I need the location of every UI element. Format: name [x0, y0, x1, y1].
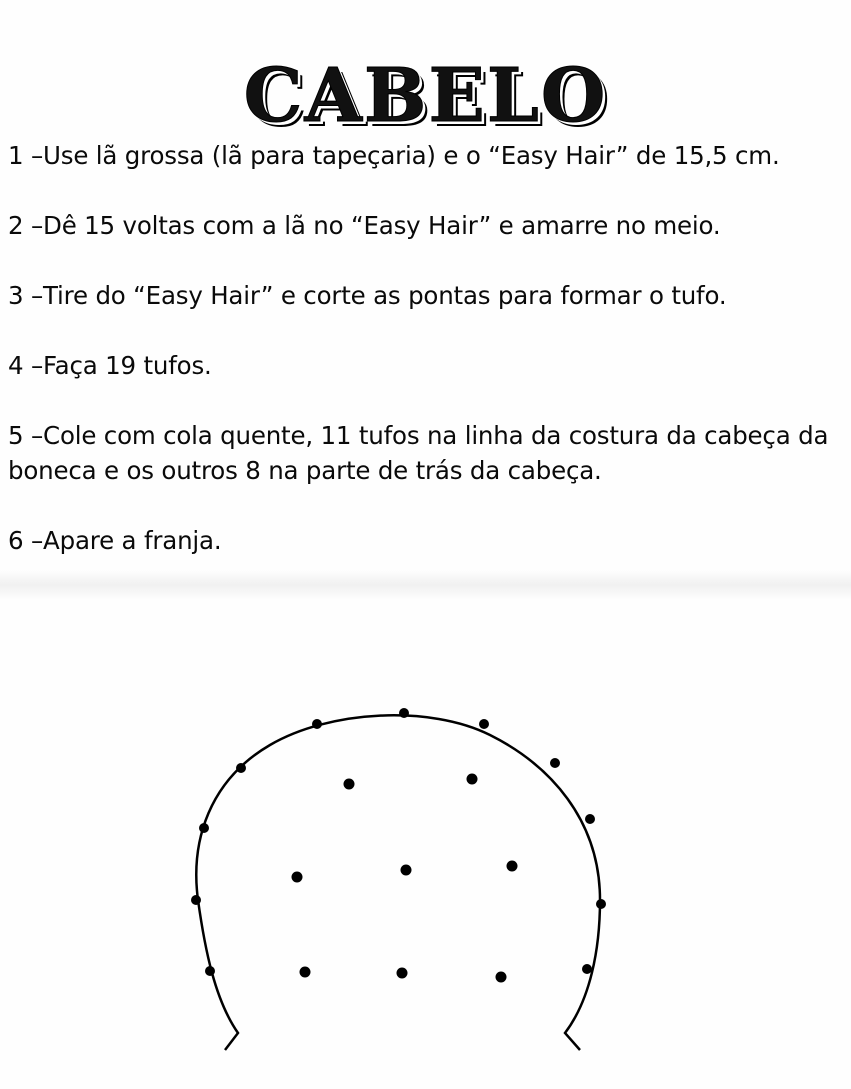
step-text: Apare a franja. — [43, 526, 222, 555]
step-number: 3 – — [8, 281, 43, 310]
step-number: 4 – — [8, 351, 43, 380]
tuft-dot — [199, 823, 209, 833]
tuft-dot — [397, 968, 408, 979]
step-number: 2 – — [8, 211, 43, 240]
tuft-dot — [236, 763, 246, 773]
tuft-dot — [401, 865, 412, 876]
instruction-list — [8, 138, 848, 593]
step-number: 1 – — [8, 141, 43, 170]
head-outline — [196, 715, 600, 1050]
step-text: Cole com cola quente, 11 tufos na linha da costura da cabeça da boneca e os outros 8 na parte de trás da cabeça. — [8, 421, 829, 485]
tuft-dot — [479, 719, 489, 729]
tuft-dot — [344, 779, 355, 790]
instruction-step — [8, 418, 848, 488]
step-text: Tire do “Easy Hair” e corte as pontas para formar o tufo. — [43, 281, 727, 310]
tuft-dot — [550, 758, 560, 768]
tuft-dot — [312, 719, 322, 729]
instruction-step — [8, 523, 848, 558]
step-text: Use lã grossa (lã para tapeçaria) e o “Easy Hair” de 15,5 cm. — [43, 141, 780, 170]
tuft-dot — [205, 966, 215, 976]
instruction-step — [8, 348, 848, 383]
tuft-dot — [300, 967, 311, 978]
step-number: 6 – — [8, 526, 43, 555]
instruction-step — [8, 208, 848, 243]
instruction-step — [8, 278, 848, 313]
tuft-dot — [582, 964, 592, 974]
tuft-dot — [292, 872, 303, 883]
page-title: CABELO — [243, 52, 608, 139]
back-tuft-dots — [292, 774, 518, 983]
tuft-dot — [191, 895, 201, 905]
seam-tuft-dots — [191, 708, 606, 976]
step-text: Faça 19 tufos. — [43, 351, 212, 380]
tuft-dot — [496, 972, 507, 983]
step-number: 5 – — [8, 421, 43, 450]
tuft-dot — [596, 899, 606, 909]
paper-fold-line — [0, 570, 851, 600]
tuft-dot — [507, 861, 518, 872]
step-text: Dê 15 voltas com a lã no “Easy Hair” e amarre no meio. — [43, 211, 721, 240]
head-diagram — [180, 700, 620, 1080]
tuft-dot — [585, 814, 595, 824]
tuft-dot — [399, 708, 409, 718]
instruction-step — [8, 138, 848, 173]
tuft-dot — [467, 774, 478, 785]
